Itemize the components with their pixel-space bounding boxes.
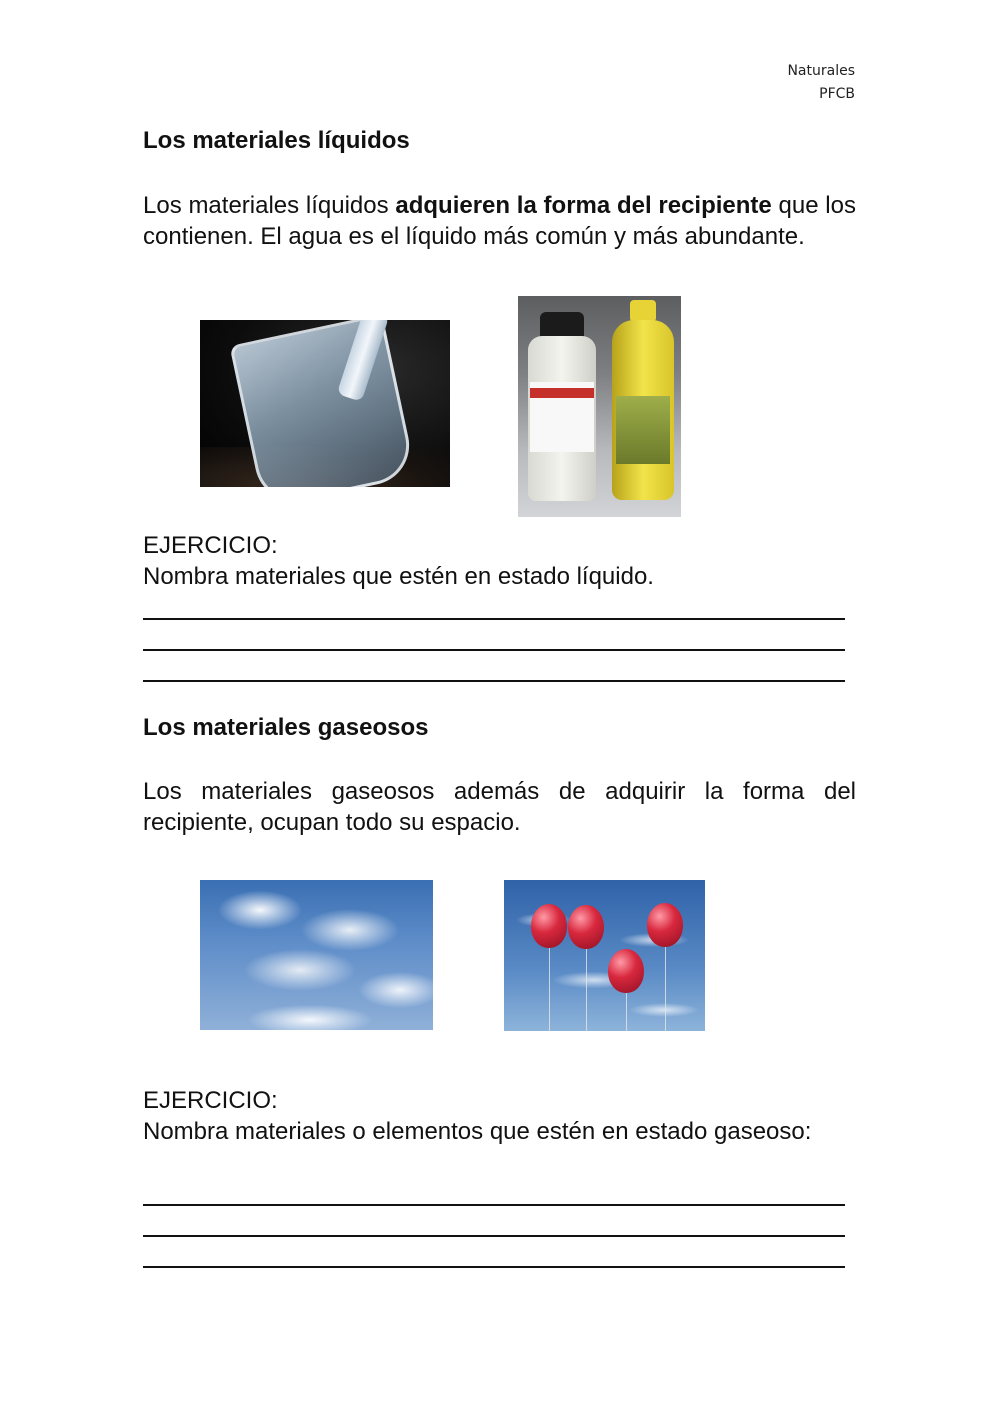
answer-line[interactable] [143, 1204, 845, 1206]
answer-line[interactable] [143, 1235, 845, 1237]
gases-exercise-label: EJERCICIO: [143, 1087, 278, 1114]
water-glass-image [200, 320, 450, 487]
balloons-image [504, 880, 705, 1031]
liquids-text-start: Los materiales líquidos [143, 192, 396, 219]
liquids-answer-lines[interactable] [143, 618, 845, 711]
answer-line[interactable] [143, 618, 845, 620]
gases-exercise [143, 1085, 856, 1147]
liquids-exercise [143, 530, 856, 592]
liquids-exercise-label: EJERCICIO: [143, 532, 278, 559]
liquids-exercise-prompt: Nombra materiales que estén en estado líquido. [143, 563, 654, 590]
clouds-image [200, 880, 433, 1030]
subject-label: Naturales [787, 63, 855, 79]
gases-answer-lines[interactable] [143, 1204, 845, 1297]
answer-line[interactable] [143, 1266, 845, 1268]
liquids-text-bold: adquieren la forma del recipiente [395, 192, 772, 219]
answer-line[interactable] [143, 680, 845, 682]
liquids-title: Los materiales líquidos [143, 127, 410, 154]
answer-line[interactable] [143, 649, 845, 651]
gases-exercise-prompt: Nombra materiales o elementos que estén en estado gaseoso: [143, 1118, 812, 1145]
bottles-image [518, 296, 681, 517]
liquids-description [143, 190, 856, 252]
page-header [787, 60, 855, 106]
gases-description: Los materiales gaseosos además de adquirir la forma del recipiente, ocupan todo su espacio. [143, 778, 856, 836]
course-code: PFCB [819, 86, 855, 102]
gases-title: Los materiales gaseosos [143, 714, 429, 741]
liquids-text-end: que los contienen. El agua es el líquido más común y más abundante. [143, 192, 856, 250]
